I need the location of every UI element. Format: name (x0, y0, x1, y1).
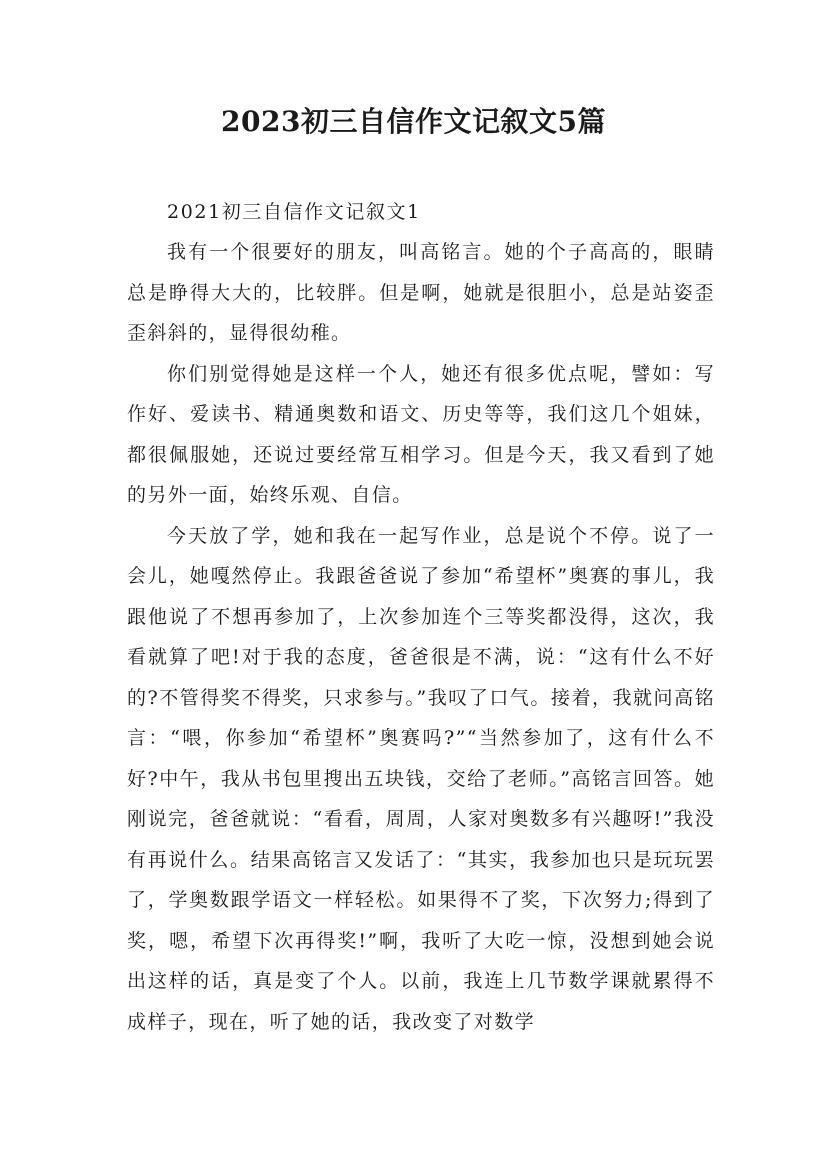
paragraph-3: 今天放了学，她和我在一起写作业，总是说个不停。说了一会儿，她嘎然停止。我跟爸爸说了参加“希望杯”奥赛的事儿，我跟他说了不想再参加了，上次参加连个三等奖都没得，这次，我看就算了吧!对于我的态度，爸爸很是不满，说：“这有什么不好的?不管得奖不得奖，只求参与。”我叹了口气。接着，我就问高铭言：“喂，你参加“希望杯”奥赛吗?”“当然参加了，这有什么不好?中午，我从书包里搜出五块钱，交给了老师。”高铭言回答。她刚说完，爸爸就说：“看看，周周，人家对奥数多有兴趣呀!”我没有再说什么。结果高铭言又发话了：“其实，我参加也只是玩玩罢了，学奥数跟学语文一样轻松。如果得不了奖，下次努力;得到了奖，嗯，希望下次再得奖!”啊，我听了大吃一惊，没想到她会说出这样的话，真是变了个人。以前，我连上几节数学课就累得不成样子，现在，听了她的话，我改变了对数学 (127, 524, 715, 1033)
document-title: 2023初三自信作文记叙文5篇 (221, 105, 606, 138)
paragraph-1: 我有一个很要好的朋友，叫高铭言。她的个子高高的，眼睛总是睁得大大的，比较胖。但是啊，她就是很胆小，总是站姿歪歪斜斜的，显得很幼稚。 (127, 241, 715, 344)
document-body (127, 192, 715, 1042)
paragraph-2: 你们别觉得她是这样一个人，她还有很多优点呢，譬如：写作好、爱读书、精通奥数和语文、历史等等，我们这几个姐妹，都很佩服她，还说过要经常互相学习。但是今天，我又看到了她的另外一面，始终乐观、自信。 (127, 362, 715, 506)
section-heading: 2021初三自信作文记叙文1 (167, 201, 421, 223)
